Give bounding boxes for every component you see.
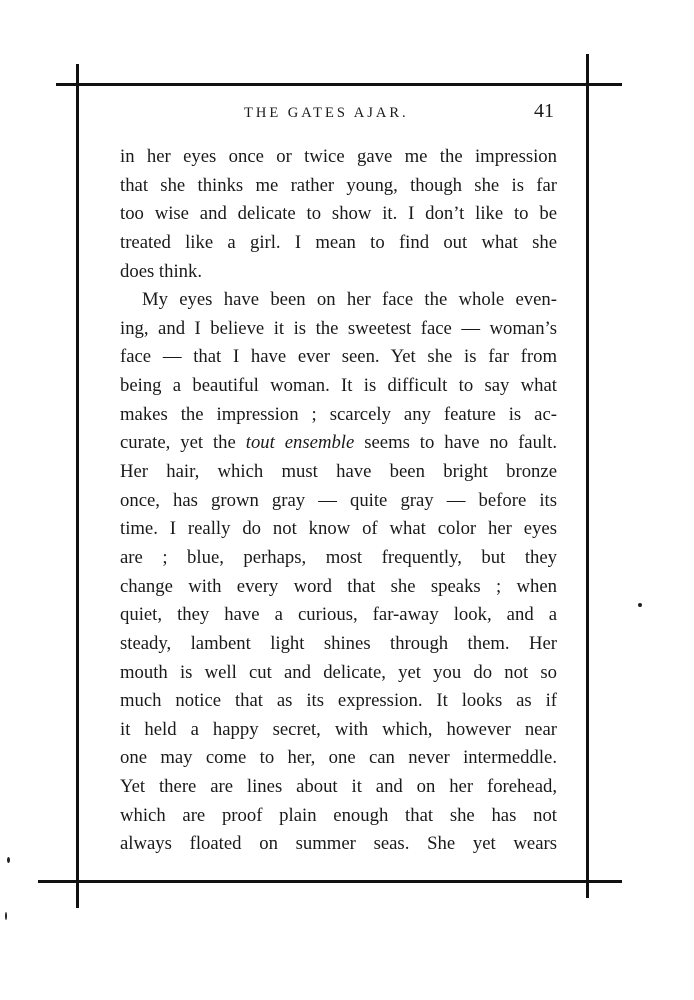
scan-speck bbox=[5, 912, 7, 920]
text-line: much notice that as its expression. It looks as if bbox=[120, 690, 557, 712]
running-head: THE GATES AJAR. bbox=[244, 105, 409, 121]
text-line: which are proof plain enough that she has not bbox=[120, 804, 557, 826]
scan-speck bbox=[638, 603, 642, 607]
text-line: are ; blue, perhaps, most frequently, but they bbox=[120, 546, 557, 568]
body-text bbox=[120, 143, 557, 859]
scan-speck bbox=[7, 857, 10, 863]
frame-rule-right bbox=[586, 54, 589, 898]
text-line: treated like a girl. I mean to find out what she bbox=[120, 231, 557, 253]
text-line: Yet there are lines about it and on her forehead, bbox=[120, 776, 557, 798]
text-line: steady, lambent light shines through them. Her bbox=[120, 632, 557, 654]
text-line: always floated on summer seas. She yet wears bbox=[120, 833, 557, 855]
text-line: quiet, they have a curious, far-away look, and a bbox=[120, 604, 557, 626]
page-number: 41 bbox=[534, 100, 554, 122]
frame-rule-top bbox=[56, 83, 622, 86]
text-line: Her hair, which must have been bright bronze bbox=[120, 461, 557, 483]
text-line: that she thinks me rather young, though she is far bbox=[120, 174, 557, 196]
text-line: being a beautiful woman. It is difficult to say what bbox=[120, 375, 557, 397]
text-line: too wise and delicate to show it. I don’t like to be bbox=[120, 203, 557, 225]
text-run: curate, yet the bbox=[120, 432, 246, 454]
text-line: time. I really do not know of what color her eyes bbox=[120, 518, 557, 540]
frame-rule-left bbox=[76, 64, 79, 908]
text-line: it held a happy secret, with which, however near bbox=[120, 718, 557, 740]
text-line: once, has grown gray — quite gray — before its bbox=[120, 489, 557, 511]
text-run: seems to have no fault. bbox=[354, 432, 557, 454]
text-line: change with every word that she speaks ; when bbox=[120, 575, 557, 597]
frame-rule-bottom bbox=[38, 880, 622, 883]
text-line: My eyes have been on her face the whole even- bbox=[142, 289, 557, 311]
text-line: face — that I have ever seen. Yet she is far from bbox=[120, 346, 557, 368]
text-line bbox=[120, 429, 557, 458]
text-line: does think. bbox=[120, 260, 203, 282]
text-line: makes the impression ; scarcely any feature is ac- bbox=[120, 403, 557, 425]
text-line: ing, and I believe it is the sweetest face — woman’s bbox=[120, 317, 557, 339]
italic-phrase: tout ensemble bbox=[245, 432, 355, 454]
text-line: mouth is well cut and delicate, yet you do not so bbox=[120, 661, 557, 683]
text-line: one may come to her, one can never intermeddle. bbox=[120, 747, 557, 769]
text-line: in her eyes once or twice gave me the impression bbox=[120, 146, 557, 167]
